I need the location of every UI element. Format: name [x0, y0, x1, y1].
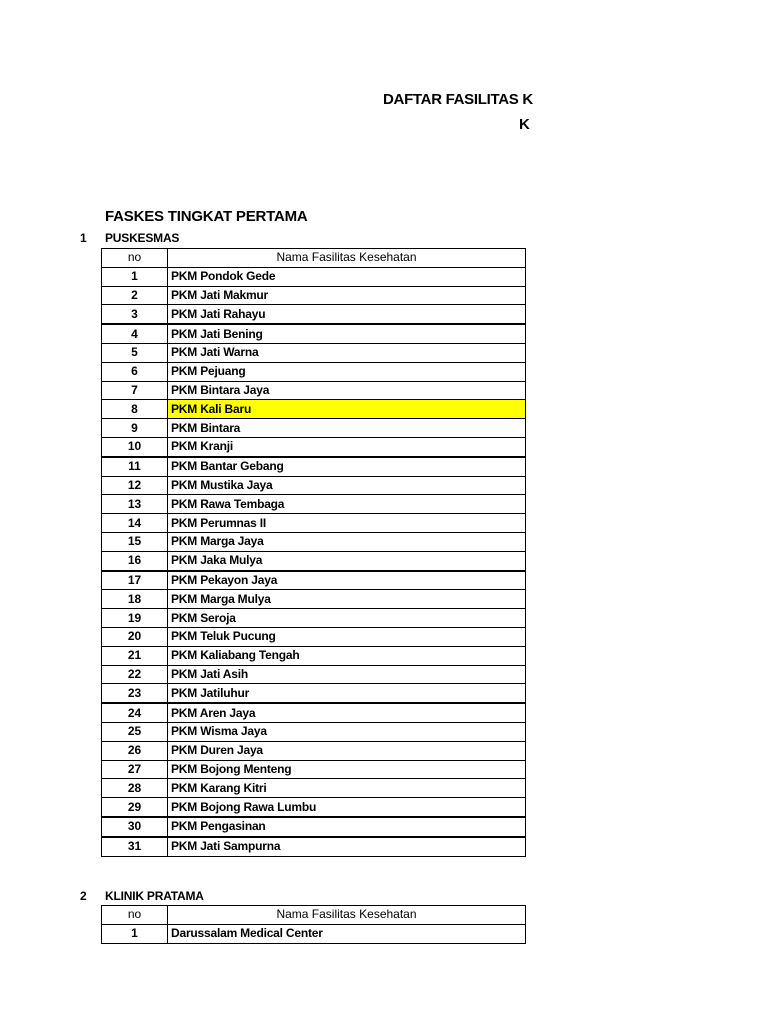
row-number: 13: [102, 495, 168, 514]
table-row: [102, 924, 526, 943]
row-number: 18: [102, 590, 168, 609]
row-number: 5: [102, 343, 168, 362]
facility-name: Darussalam Medical Center: [168, 924, 526, 943]
klinik-number: 2: [80, 889, 87, 903]
document-subtitle: K: [519, 116, 530, 133]
row-number: 30: [102, 817, 168, 837]
table-row: [102, 495, 526, 514]
row-number: 15: [102, 532, 168, 551]
row-number: 10: [102, 437, 168, 456]
row-number: 1: [102, 924, 168, 943]
row-number: 3: [102, 305, 168, 324]
row-number: 14: [102, 514, 168, 533]
row-number: 8: [102, 400, 168, 419]
row-number: 29: [102, 798, 168, 817]
row-number: 17: [102, 571, 168, 590]
row-number: 19: [102, 609, 168, 628]
table-row: [102, 703, 526, 722]
facility-name: PKM Teluk Pucung: [168, 627, 526, 646]
facility-name: PKM Seroja: [168, 609, 526, 628]
column-header-name: Nama Fasilitas Kesehatan: [168, 249, 526, 268]
table-row: [102, 400, 526, 419]
row-number: 31: [102, 837, 168, 856]
table-row: [102, 646, 526, 665]
table-row: [102, 551, 526, 570]
table-row: [102, 362, 526, 381]
facility-name: PKM Aren Jaya: [168, 703, 526, 722]
facility-name: PKM Karang Kitri: [168, 779, 526, 798]
row-number: 21: [102, 646, 168, 665]
facility-name: PKM Pekayon Jaya: [168, 571, 526, 590]
facility-name: PKM Bintara: [168, 419, 526, 438]
facility-name: PKM Pengasinan: [168, 817, 526, 837]
facility-name: PKM Marga Mulya: [168, 590, 526, 609]
row-number: 20: [102, 627, 168, 646]
facility-name: PKM Jati Sampurna: [168, 837, 526, 856]
table-row: [102, 419, 526, 438]
facility-name: PKM Bojong Rawa Lumbu: [168, 798, 526, 817]
section-heading: FASKES TINGKAT PERTAMA: [105, 208, 308, 225]
table-row: [102, 798, 526, 817]
facility-name: PKM Perumnas II: [168, 514, 526, 533]
column-header-no: no: [102, 249, 168, 268]
table-row: [102, 286, 526, 305]
table-row: [102, 779, 526, 798]
table-row: [102, 343, 526, 362]
table-row: [102, 741, 526, 760]
row-number: 6: [102, 362, 168, 381]
table-row: [102, 476, 526, 495]
klinik-label: KLINIK PRATAMA: [105, 889, 204, 903]
row-number: 9: [102, 419, 168, 438]
facility-name: PKM Marga Jaya: [168, 532, 526, 551]
facility-name: PKM Jati Rahayu: [168, 305, 526, 324]
row-number: 1: [102, 267, 168, 286]
row-number: 4: [102, 324, 168, 343]
facility-name: PKM Wisma Jaya: [168, 722, 526, 741]
facility-name: PKM Duren Jaya: [168, 741, 526, 760]
row-number: 7: [102, 381, 168, 400]
facility-name: PKM Jatiluhur: [168, 684, 526, 703]
facility-name: PKM Mustika Jaya: [168, 476, 526, 495]
table-row: [102, 609, 526, 628]
row-number: 23: [102, 684, 168, 703]
puskesmas-label: PUSKESMAS: [105, 231, 180, 245]
row-number: 16: [102, 551, 168, 570]
facility-name: PKM Jati Bening: [168, 324, 526, 343]
table-row: [102, 760, 526, 779]
facility-name: PKM Bantar Gebang: [168, 457, 526, 476]
table-row: [102, 324, 526, 343]
table-row: [102, 590, 526, 609]
facility-name: PKM Pejuang: [168, 362, 526, 381]
facility-name: PKM Rawa Tembaga: [168, 495, 526, 514]
table-row: [102, 722, 526, 741]
table-header-row: [102, 249, 526, 268]
puskesmas-table: [101, 248, 526, 857]
table-row: [102, 627, 526, 646]
row-number: 27: [102, 760, 168, 779]
facility-name: PKM Pondok Gede: [168, 267, 526, 286]
facility-name: PKM Bojong Menteng: [168, 760, 526, 779]
table-row: [102, 684, 526, 703]
facility-name: PKM Kali Baru: [168, 400, 526, 419]
puskesmas-table-body: [102, 267, 526, 856]
table-row: [102, 837, 526, 856]
column-header-no: no: [102, 906, 168, 925]
document-title: DAFTAR FASILITAS K: [383, 91, 533, 108]
puskesmas-number: 1: [80, 231, 87, 245]
table-header-row: [102, 906, 526, 925]
facility-name: PKM Kaliabang Tengah: [168, 646, 526, 665]
facility-name: PKM Kranji: [168, 437, 526, 456]
row-number: 11: [102, 457, 168, 476]
row-number: 26: [102, 741, 168, 760]
table-row: [102, 532, 526, 551]
klinik-table: [101, 905, 526, 944]
table-row: [102, 817, 526, 837]
column-header-name: Nama Fasilitas Kesehatan: [168, 906, 526, 925]
facility-name: PKM Jati Makmur: [168, 286, 526, 305]
table-row: [102, 665, 526, 684]
table-row: [102, 381, 526, 400]
table-row: [102, 437, 526, 456]
row-number: 12: [102, 476, 168, 495]
facility-name: PKM Bintara Jaya: [168, 381, 526, 400]
row-number: 28: [102, 779, 168, 798]
row-number: 22: [102, 665, 168, 684]
table-row: [102, 514, 526, 533]
facility-name: PKM Jaka Mulya: [168, 551, 526, 570]
klinik-table-body: [102, 924, 526, 943]
table-row: [102, 267, 526, 286]
facility-name: PKM Jati Warna: [168, 343, 526, 362]
table-row: [102, 305, 526, 324]
row-number: 24: [102, 703, 168, 722]
facility-name: PKM Jati Asih: [168, 665, 526, 684]
row-number: 2: [102, 286, 168, 305]
table-row: [102, 571, 526, 590]
table-row: [102, 457, 526, 476]
row-number: 25: [102, 722, 168, 741]
